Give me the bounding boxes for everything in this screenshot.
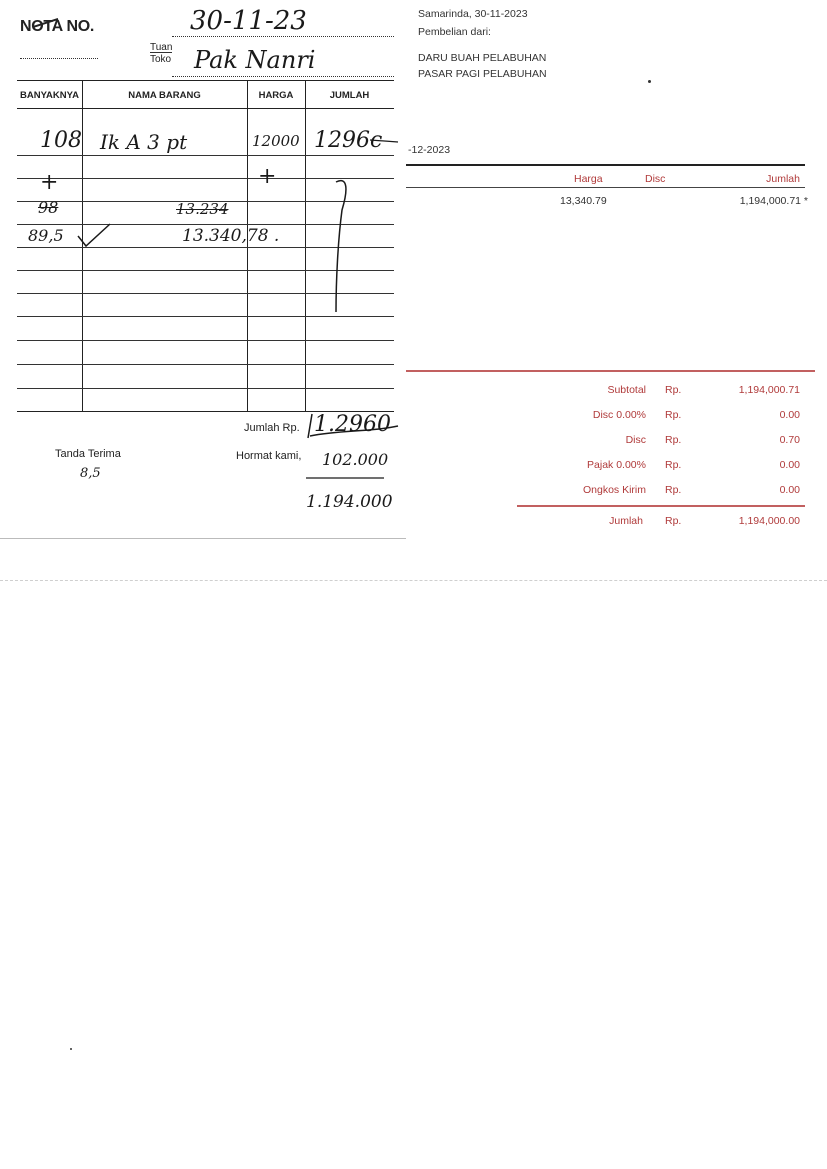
- total-value: 1,194,000.00: [738, 515, 800, 527]
- row-4-item: 13.340,78 .: [182, 226, 280, 246]
- row-line: [17, 270, 394, 271]
- speck: [648, 80, 651, 83]
- summary-value: 0.00: [779, 484, 800, 496]
- item-total: 1,194,000.71 *: [739, 195, 808, 207]
- summary-value: 0.70: [779, 434, 800, 446]
- tuan-dotted-line: [172, 36, 394, 37]
- receipt-header-top-line: [406, 164, 805, 166]
- row-3-item: 13.234: [176, 200, 229, 218]
- col-disc: Disc: [645, 173, 666, 185]
- col-divider: [247, 80, 248, 412]
- tuan-underline: [150, 52, 172, 53]
- handwritten-nota: [0, 0, 406, 540]
- row-line: [17, 364, 394, 365]
- receipt-header-bottom-line: [406, 187, 805, 188]
- summary-currency: Rp.: [665, 409, 682, 421]
- header-nama-barang: NAMA BARANG: [128, 90, 201, 101]
- hormat-kami-label: Hormat kami,: [236, 450, 302, 462]
- summary-value: 1,194,000.71: [738, 384, 800, 396]
- col-divider: [82, 80, 83, 412]
- receipt-place-date: Samarinda, 30-11-2023: [418, 8, 528, 20]
- tanda-note: 8,5: [80, 466, 101, 481]
- minus-value: 102.000: [322, 450, 389, 469]
- scan-edge: [0, 580, 827, 581]
- summary-value: 0.00: [779, 409, 800, 421]
- row-line: [17, 388, 394, 389]
- nota-number-line: [20, 58, 98, 59]
- summary-label: Disc: [625, 434, 646, 446]
- jumlah-label: Jumlah Rp.: [244, 422, 300, 434]
- row-2-price: +: [258, 164, 277, 189]
- col-jumlah: Jumlah: [766, 173, 800, 185]
- receipt-items-end-line: [406, 370, 815, 372]
- jumlah-handwritten: 1.2960: [314, 412, 391, 437]
- row-1-price: 12000: [252, 132, 300, 150]
- row-1-qty: 108: [40, 128, 82, 153]
- nota-table-header-line: [17, 108, 394, 109]
- receipt-from-label: Pembelian dari:: [418, 26, 491, 38]
- nota-title: NOTA NO.: [20, 18, 95, 35]
- row-line: [17, 247, 394, 248]
- row-line: [17, 316, 394, 317]
- summary-value: 0.00: [779, 459, 800, 471]
- row-4-qty: 89,5: [28, 226, 64, 245]
- row-3-qty: 98: [38, 198, 59, 217]
- supplier-address: PASAR PAGI PELABUHAN: [418, 68, 547, 80]
- col-divider: [305, 80, 306, 412]
- summary-currency: Rp.: [665, 484, 682, 496]
- row-1-item: Ik A 3 pt: [100, 130, 188, 154]
- summary-label: Subtotal: [607, 384, 646, 396]
- total-label: Jumlah: [609, 515, 643, 527]
- summary-currency: Rp.: [665, 384, 682, 396]
- row-line: [17, 224, 394, 225]
- row-line: [17, 178, 394, 179]
- tanda-terima-label: Tanda Terima: [55, 448, 121, 460]
- header-jumlah: JUMLAH: [329, 90, 370, 101]
- row-2-qty: +: [40, 170, 59, 195]
- summary-currency: Rp.: [665, 434, 682, 446]
- row-line: [17, 155, 394, 156]
- row-line: [17, 293, 394, 294]
- receipt-total-line: [517, 505, 805, 507]
- nota-bottom-edge: [0, 538, 406, 539]
- summary-label: Pajak 0.00%: [587, 459, 646, 471]
- total-currency: Rp.: [665, 515, 682, 527]
- header-harga: HARGA: [258, 90, 294, 101]
- speck: [70, 1048, 72, 1050]
- row-1-total: 1296c: [314, 128, 383, 153]
- receipt-due-date: -12-2023: [408, 144, 451, 156]
- toko-dotted-line: [172, 76, 394, 77]
- row-line: [17, 340, 394, 341]
- summary-currency: Rp.: [665, 459, 682, 471]
- supplier-name: DARU BUAH PELABUHAN: [418, 52, 547, 64]
- final-value: 1.194.000: [306, 492, 393, 512]
- summary-label: Disc 0.00%: [592, 409, 646, 421]
- handwritten-date: 30-11-23: [190, 6, 307, 36]
- summary-label: Ongkos Kirim: [582, 484, 646, 496]
- header-banyaknya: BANYAKNYA: [20, 90, 79, 101]
- handwritten-customer: Pak Nanri: [194, 46, 316, 74]
- col-harga: Harga: [574, 173, 603, 185]
- toko-label: Toko: [150, 54, 172, 65]
- tuan-label: Tuan: [150, 42, 173, 53]
- item-price: 13,340.79: [560, 195, 607, 207]
